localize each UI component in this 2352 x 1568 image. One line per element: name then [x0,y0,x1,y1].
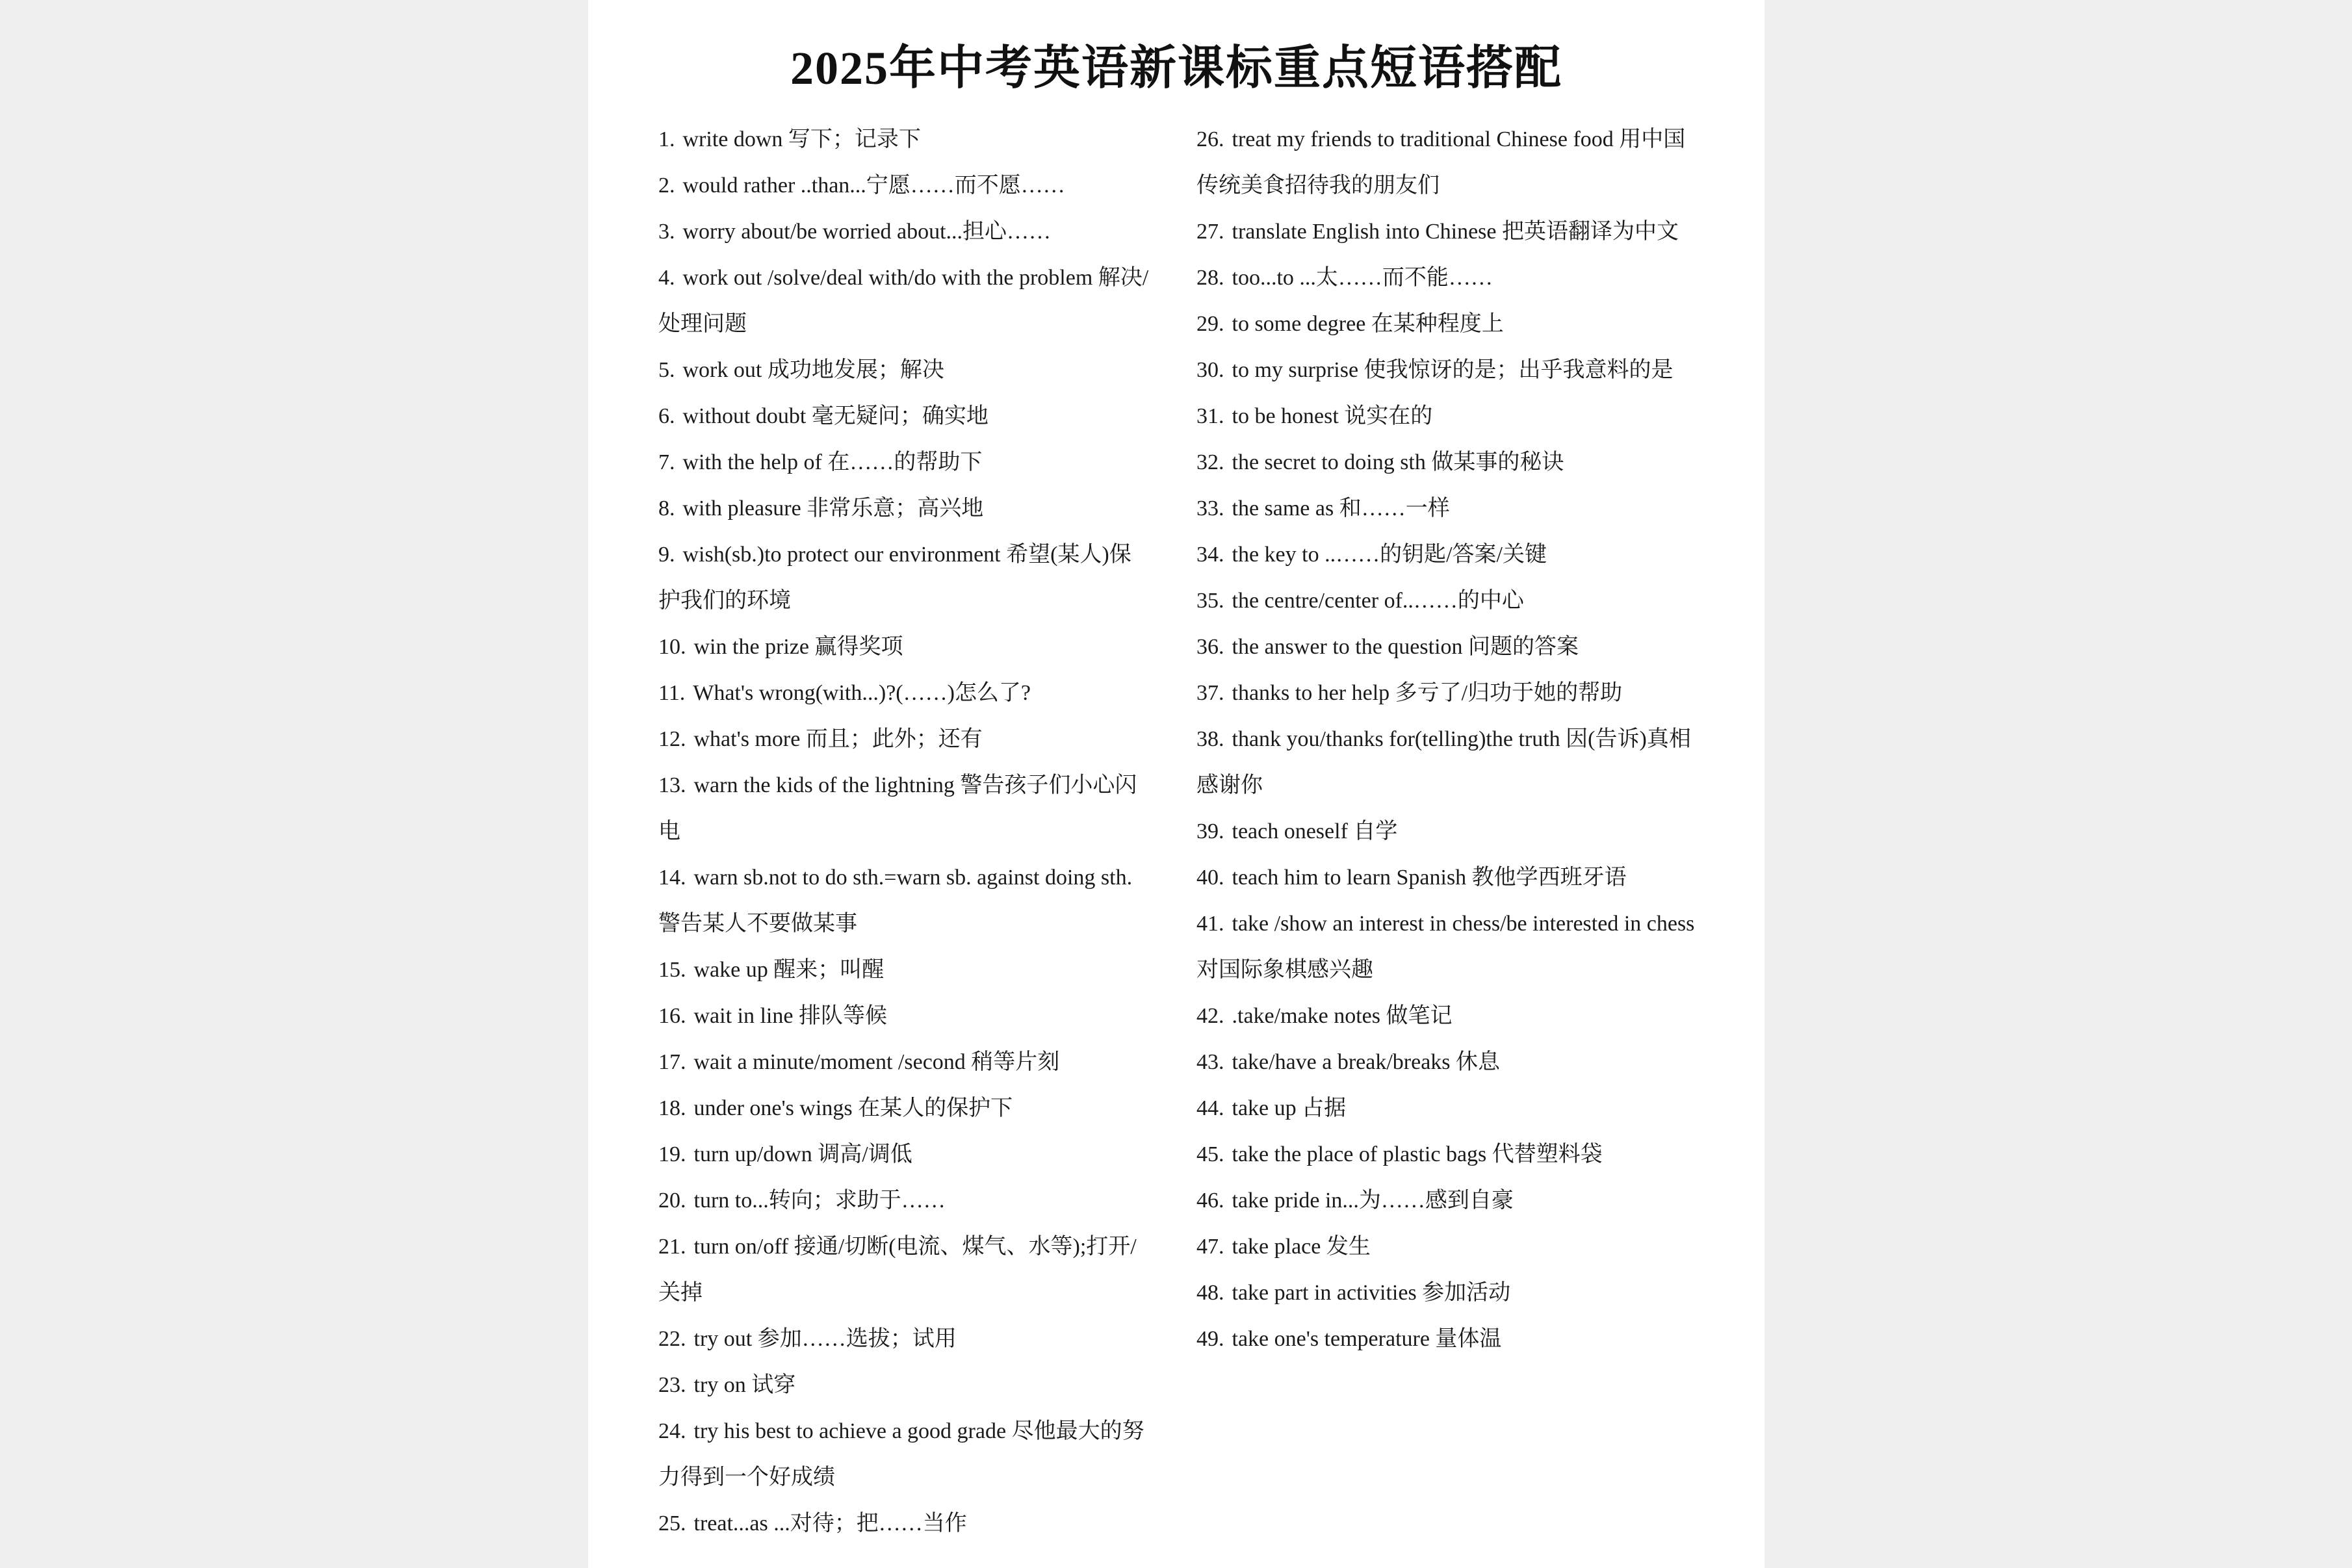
item-number: 43. [1196,1050,1224,1074]
item-number: 2. [658,174,675,198]
list-item [1196,808,1697,855]
list-item [1196,485,1697,532]
item-number: 34. [1196,543,1224,567]
list-item [1196,347,1697,393]
item-text: take place 发生 [1232,1235,1371,1259]
item-text: take pride in...为……感到自豪 [1232,1189,1514,1213]
right-column [1196,116,1697,1362]
item-text: the answer to the question 问题的答案 [1232,635,1579,659]
item-text: worry about/be worried about...担心…… [682,220,1052,244]
list-item [1196,532,1697,578]
item-text: warn the kids of the lightning 警告孩子们小心闪电 [658,773,1137,843]
item-number: 33. [1196,496,1224,521]
item-text: teach him to learn Spanish 教他学西班牙语 [1232,866,1627,890]
item-text: take/have a break/breaks 休息 [1232,1050,1501,1074]
item-number: 37. [1196,681,1224,705]
list-item [1196,1224,1697,1270]
list-item [658,532,1152,624]
item-text: wish(sb.)to protect our environment 希望(某人)保护我们的环境 [658,543,1131,613]
item-number: 20. [658,1189,686,1213]
item-text: with pleasure 非常乐意；高兴地 [682,496,984,521]
item-text: wake up 醒来；叫醒 [693,958,885,982]
item-number: 46. [1196,1189,1224,1213]
item-text: work out /solve/deal with/do with the problem 解决/处理问题 [658,266,1149,336]
list-item [1196,439,1697,485]
item-number: 18. [658,1096,686,1120]
item-number: 21. [658,1235,686,1259]
list-item [658,716,1152,762]
item-text: work out 成功地发展；解决 [682,358,944,382]
item-text: warn sb.not to do sth.=warn sb. against doing sth.警告某人不要做某事 [658,866,1133,936]
item-text: thank you/thanks for(telling)the truth 因(告诉)真相感谢你 [1196,727,1691,797]
item-text: turn to...转向；求助于…… [693,1189,946,1213]
item-text: treat my friends to traditional Chinese food 用中国传统美食招待我的朋友们 [1196,127,1686,198]
left-column [658,116,1152,1547]
item-number: 17. [658,1050,686,1074]
item-number: 12. [658,727,686,751]
list-item [1196,624,1697,670]
list-item [658,209,1152,255]
item-text: translate English into Chinese 把英语翻译为中文 [1232,220,1679,244]
list-item [658,485,1152,532]
item-number: 24. [658,1419,686,1443]
item-number: 8. [658,496,675,521]
item-number: 29. [1196,312,1224,336]
item-text: turn up/down 调高/调低 [693,1142,912,1166]
list-item [1196,1039,1697,1085]
item-text: treat...as ...对待；把……当作 [693,1511,967,1536]
list-item [1196,1177,1697,1224]
list-item [1196,1131,1697,1177]
item-text: turn on/off 接通/切断(电流、煤气、水等);打开/关掉 [658,1235,1137,1305]
item-number: 28. [1196,266,1224,290]
list-item [658,347,1152,393]
list-item [1196,301,1697,347]
item-text: try on 试穿 [693,1373,796,1397]
page-title: 2025年中考英语新课标重点短语搭配 [790,42,1562,94]
item-number: 11. [658,681,686,705]
list-item [658,1039,1152,1085]
item-text: take part in activities 参加活动 [1232,1281,1511,1305]
list-item [1196,209,1697,255]
item-number: 35. [1196,589,1224,613]
list-item [1196,901,1697,993]
list-item [658,1316,1152,1362]
list-item [1196,716,1697,808]
list-item [658,855,1152,947]
item-number: 41. [1196,912,1224,936]
item-number: 5. [658,358,675,382]
item-number: 15. [658,958,686,982]
item-text: what's more 而且；此外；还有 [693,727,983,751]
item-text: try out 参加……选拔；试用 [693,1327,957,1351]
list-item [658,1177,1152,1224]
item-text: too...to ...太……而不能…… [1232,266,1493,290]
document-page [588,0,1764,1568]
item-text: teach oneself 自学 [1232,819,1398,843]
list-item [1196,993,1697,1039]
list-item [1196,116,1697,209]
item-number: 25. [658,1511,686,1536]
item-text: wait in line 排队等候 [693,1004,887,1028]
list-item [658,1131,1152,1177]
item-text: the centre/center of..……的中心 [1232,589,1524,613]
item-text: take one's temperature 量体温 [1232,1327,1502,1351]
item-number: 45. [1196,1142,1224,1166]
list-item [658,624,1152,670]
item-text: to some degree 在某种程度上 [1232,312,1504,336]
item-number: 10. [658,635,686,659]
list-item [1196,393,1697,439]
list-item [658,255,1152,347]
item-number: 39. [1196,819,1224,843]
item-number: 26. [1196,127,1224,151]
list-item [658,162,1152,209]
list-item [658,393,1152,439]
item-number: 9. [658,543,675,567]
item-text: thanks to her help 多亏了/归功于她的帮助 [1232,681,1623,705]
item-text: .take/make notes 做笔记 [1232,1004,1453,1028]
list-item [1196,1085,1697,1131]
item-number: 49. [1196,1327,1224,1351]
item-number: 3. [658,220,675,244]
item-text: take /show an interest in chess/be interested in chess 对国际象棋感兴趣 [1196,912,1695,982]
item-number: 13. [658,773,686,797]
item-text: under one's wings 在某人的保护下 [693,1096,1013,1120]
list-item [658,1500,1152,1547]
item-number: 40. [1196,866,1224,890]
list-item [1196,1270,1697,1316]
item-text: wait a minute/moment /second 稍等片刻 [693,1050,1060,1074]
item-text: take the place of plastic bags 代替塑料袋 [1232,1142,1603,1166]
list-item [1196,578,1697,624]
item-text: win the prize 赢得奖项 [693,635,903,659]
item-text: What's wrong(with...)?(……)怎么了? [693,681,1031,705]
item-number: 30. [1196,358,1224,382]
item-text: the secret to doing sth 做某事的秘诀 [1232,450,1564,474]
list-item [1196,670,1697,716]
list-item [658,439,1152,485]
list-item [658,993,1152,1039]
item-number: 14. [658,866,686,890]
list-item [658,1085,1152,1131]
list-item [658,947,1152,993]
list-item [658,116,1152,162]
list-item [658,762,1152,855]
item-text: the key to ..……的钥匙/答案/关键 [1232,543,1547,567]
item-number: 38. [1196,727,1224,751]
item-number: 1. [658,127,675,151]
item-number: 31. [1196,404,1224,428]
item-number: 27. [1196,220,1224,244]
item-text: with the help of 在……的帮助下 [682,450,983,474]
list-item [1196,255,1697,301]
item-text: to be honest 说实在的 [1232,404,1433,428]
item-number: 16. [658,1004,686,1028]
item-number: 32. [1196,450,1224,474]
list-item [658,670,1152,716]
item-number: 42. [1196,1004,1224,1028]
item-number: 22. [658,1327,686,1351]
item-text: to my surprise 使我惊讶的是；出乎我意料的是 [1232,358,1674,382]
list-item [658,1224,1152,1316]
item-text: without doubt 毫无疑问；确实地 [682,404,989,428]
item-number: 7. [658,450,675,474]
list-item [1196,1316,1697,1362]
list-item [658,1362,1152,1408]
item-number: 48. [1196,1281,1224,1305]
item-number: 19. [658,1142,686,1166]
item-text: take up 占据 [1232,1096,1347,1120]
list-item [1196,855,1697,901]
item-number: 23. [658,1373,686,1397]
item-text: the same as 和……一样 [1232,496,1450,521]
item-number: 36. [1196,635,1224,659]
item-number: 44. [1196,1096,1224,1120]
list-item [658,1408,1152,1500]
item-number: 47. [1196,1235,1224,1259]
item-number: 4. [658,266,675,290]
item-text: write down 写下；记录下 [682,127,921,151]
item-number: 6. [658,404,675,428]
item-text: try his best to achieve a good grade 尽他最大的努力得到一个好成绩 [658,1419,1144,1489]
item-text: would rather ..than...宁愿……而不愿…… [682,174,1065,198]
